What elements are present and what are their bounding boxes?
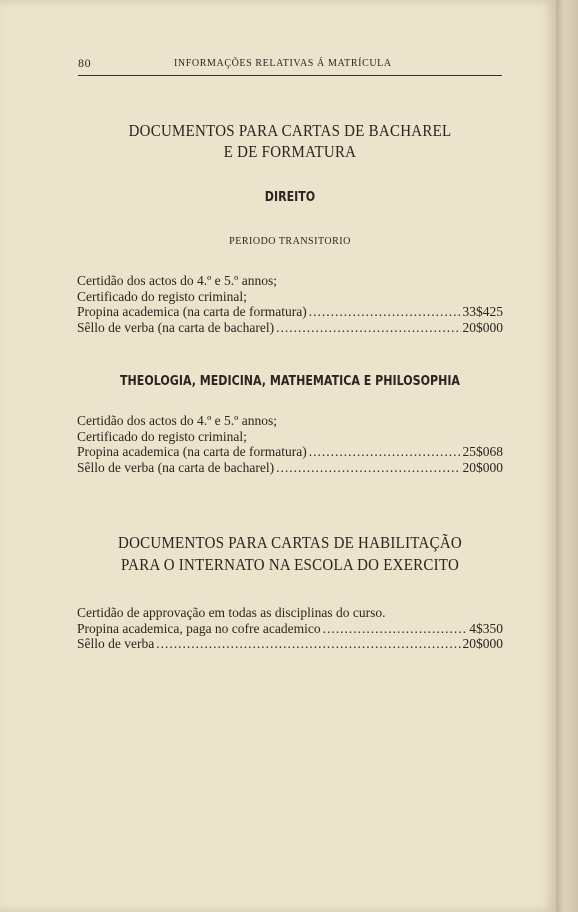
leader-dots <box>323 621 468 637</box>
leader-dots <box>276 320 460 336</box>
leader-dots <box>309 304 461 320</box>
amount: 20$000 <box>462 636 503 651</box>
section2-heading: THEOLOGIA, MEDICINA, MATHEMATICA E PHILOSOPHIA <box>120 374 460 389</box>
list-item: Propina academica (na carta de formatura) ..... 25$068 <box>77 444 503 460</box>
list-item: Sêllo de verba (na carta de bacharel) ..... 20$000 <box>77 320 503 336</box>
section3-heading-line1: DOCUMENTOS PARA CARTAS DE HABILITAÇÃO <box>118 533 462 552</box>
amount: 20$000 <box>462 319 503 335</box>
amount: 4$350 <box>469 620 503 636</box>
list-item: Propina academica (na carta de formatura) ..... 33$425 <box>77 304 503 320</box>
leader-dots <box>276 460 460 476</box>
amount: 33$425 <box>462 304 503 319</box>
section3-heading-line2: PARA O INTERNATO NA ESCOLA DO EXERCITO <box>120 555 460 574</box>
amount: 25$068 <box>462 444 503 459</box>
list-item: Certidão dos actos do 4.º e 5.º annos; <box>77 413 277 428</box>
list-item: Certificado do registo criminal; <box>77 428 247 444</box>
section1-period: PERIODO TRANSITORIO <box>229 236 351 247</box>
list-item: Certidão dos actos do 4.º e 5.º annos; <box>77 273 277 288</box>
list-item: Certidão de approvação em todas as disciplinas do curso. <box>77 605 386 620</box>
section2-list <box>77 413 503 475</box>
section1-heading-line1: DOCUMENTOS PARA CARTAS DE BACHAREL <box>128 121 452 140</box>
running-title: INFORMAÇÕES RELATIVAS Á MATRÍCULA <box>174 58 392 69</box>
page-edge <box>556 0 578 912</box>
list-item: Propina academica, paga no cofre academico ..... 4$350 <box>77 621 503 637</box>
section1-heading-line2: E DE FORMATURA <box>223 142 357 161</box>
header-rule <box>78 75 502 76</box>
list-item: Sêllo de verba (na carta de bacharel) ..... 20$000 <box>77 460 503 476</box>
section1-list <box>77 273 503 335</box>
page-number: 80 <box>78 56 92 70</box>
leader-dots <box>309 444 461 460</box>
list-item: Certificado do registo criminal; <box>77 288 247 304</box>
amount: 20$000 <box>462 459 503 475</box>
section3-list <box>77 605 503 652</box>
leader-dots <box>156 636 460 652</box>
list-item: Sêllo de verba ..... 20$000 <box>77 636 503 652</box>
section1-subheading: DIREITO <box>264 190 316 205</box>
